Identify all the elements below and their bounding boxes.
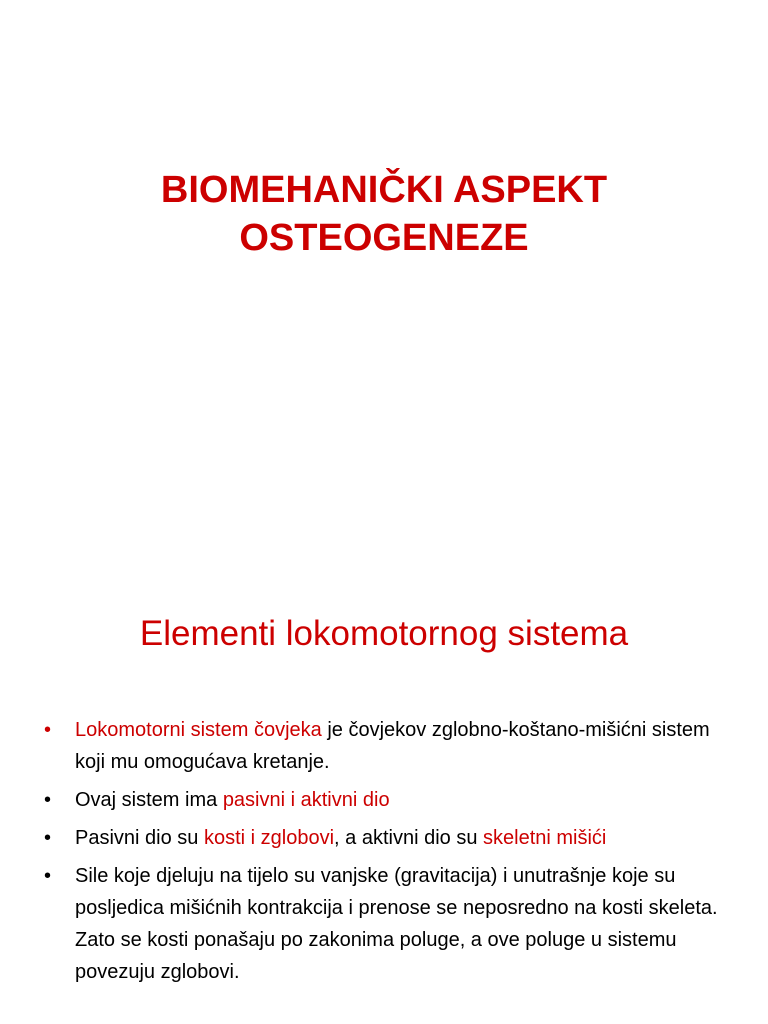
bullet-highlight: kosti i zglobovi xyxy=(203,827,335,849)
content-slide xyxy=(0,576,768,1024)
slide-title-line-1: BIOMEHANIČKI ASPEKT xyxy=(160,169,608,211)
bullet-highlight: Lokomotorni sistem čovjeka xyxy=(75,719,322,741)
bullet-item-1 xyxy=(44,714,724,778)
bullet-item-4 xyxy=(44,860,724,988)
bullet-item-3 xyxy=(44,822,724,854)
bullet-text: Sile koje djeluju na tijelo su vanjske (gravitacija) i unutrašnje koje su posljedica mišićnih kontrakcija i prenose se neposredno na kosti skeleta. Zato se kosti ponašaju po zakonima poluge, a ove poluge u sistemu povezuju zglobovi. xyxy=(75,865,718,983)
slide-title xyxy=(0,166,768,262)
bullet-marker: • xyxy=(44,865,52,887)
bullet-highlight: pasivni i aktivni dio xyxy=(222,789,390,811)
bullet-text: , a aktivni dio su xyxy=(334,827,483,849)
bullet-text: Pasivni dio su xyxy=(75,827,204,849)
bullet-item-2 xyxy=(44,784,724,816)
bullet-marker: • xyxy=(44,789,52,811)
bullet-marker: • xyxy=(44,827,52,849)
bullet-highlight: skeletni mišići xyxy=(483,827,607,849)
bullet-text: Ovaj sistem ima xyxy=(75,789,223,811)
bullet-marker: • xyxy=(44,719,52,741)
slide-title-line-2: OSTEOGENEZE xyxy=(239,217,529,259)
slide-heading: Elementi lokomotornog sistema xyxy=(139,614,629,653)
bullet-list xyxy=(44,714,724,994)
bullet-text: je čovjekov zglobno-koštano-mišićni sistem koji mu omogućava kretanje. xyxy=(75,719,710,773)
